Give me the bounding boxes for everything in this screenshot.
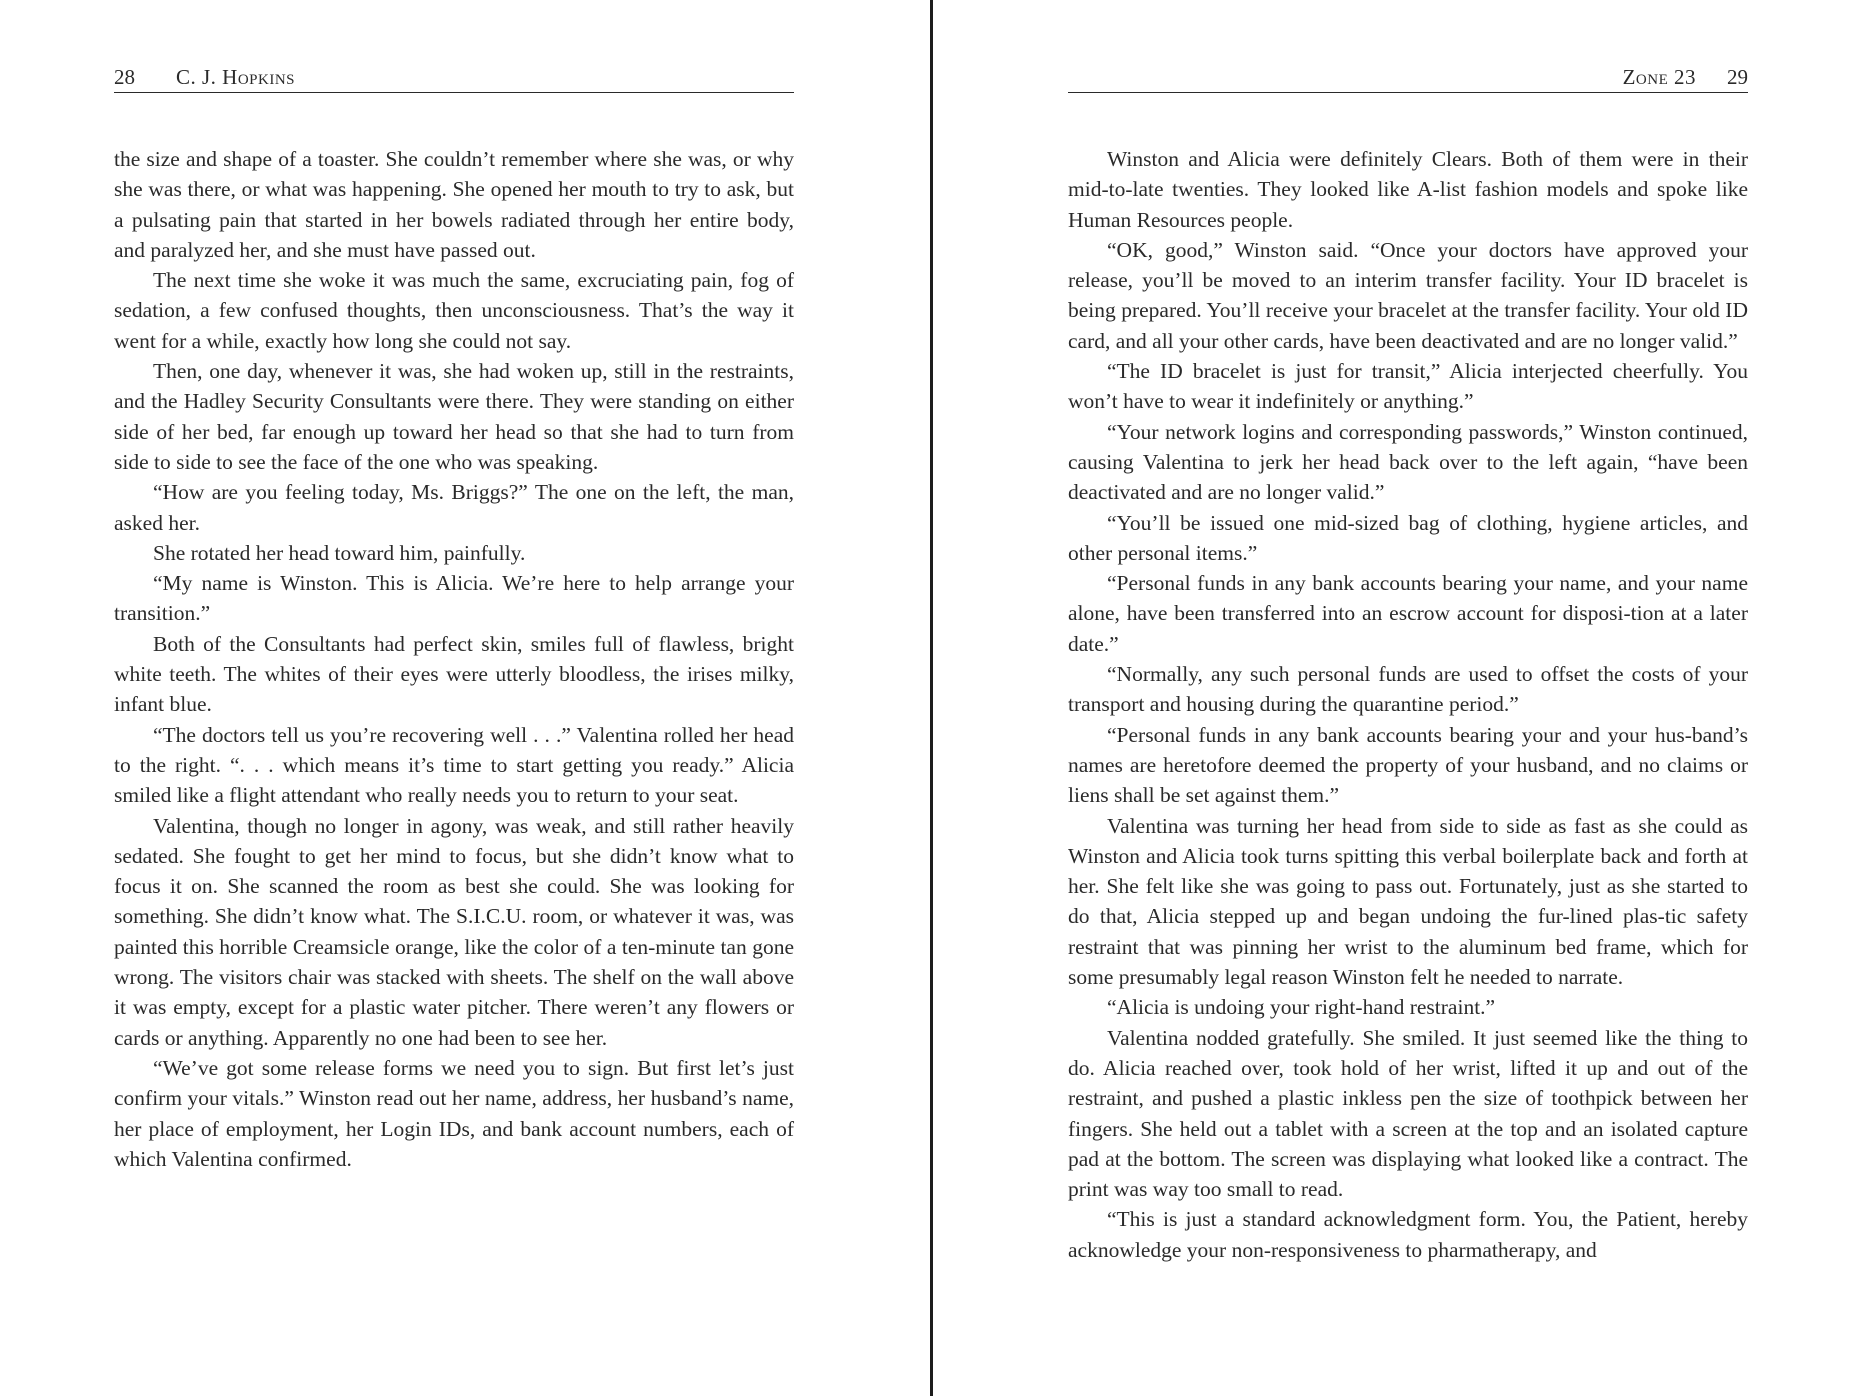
paragraph: “We’ve got some release forms we need you to sign. But first let’s just confirm your vitals.” Winston read out her name, address, her husband’s name, her place of employment, her Login IDs, and bank account numbers, each of which Valentina confirmed. xyxy=(114,1055,794,1171)
paragraph: Winston and Alicia were definitely Clears. Both of them were in their mid-to-late twenties. They looked like A-list fashion models and spoke like Human Resources people. xyxy=(1068,147,1748,232)
running-head-author: C. J. Hopkins xyxy=(176,65,296,89)
right-page-header xyxy=(1068,62,1748,93)
paragraph: Both of the Consultants had perfect skin, smiles full of flawless, bright white teeth. The whites of their eyes were utterly bloodless, the irises milky, infant blue. xyxy=(114,631,794,717)
paragraph: “Your network logins and corresponding passwords,” Winston continued, causing Valentina to jerk her head back over to the left again, “have been deactivated and are no longer valid.” xyxy=(1068,419,1748,505)
paragraph: “How are you feeling today, Ms. Briggs?” The one on the left, the man, asked her. xyxy=(114,480,794,535)
paragraph: Valentina, though no longer in agony, was weak, and still rather heavily sedated. She fought to get her mind to focus, but she didn’t know what to focus it on. She scanned the room as best she could. She was looking for something. She didn’t know what. The S.I.C.U. room, or whatever it was, was painted this horrible Creamsicle orange, like the color of a ten-minute tan gone wrong. The visitors chair was stacked with sheets. The shelf on the wall above it was empty, except for a plastic water pitcher. There weren’t any flowers or cards or anything. Apparently no one had been to see her. xyxy=(114,813,794,1050)
paragraph: She rotated her head toward him, painfully. xyxy=(153,540,526,565)
right-page-text xyxy=(1068,144,1748,1265)
paragraph: “This is just a standard acknowledgment form. You, the Patient, hereby acknowledge your non-responsiveness to pharmatherapy, and xyxy=(1068,1207,1748,1262)
page-number-left: 28 xyxy=(114,65,135,89)
left-page-text xyxy=(114,144,794,1174)
paragraph: Then, one day, whenever it was, she had woken up, still in the restraints, and the Hadley Security Consultants were there. They were standing on either side of her bed, far enough up toward her head so that she had to turn from side to side to see the face of the one who was speaking. xyxy=(114,359,794,474)
paragraph: “Personal funds in any bank accounts bearing your and your hus-band’s names are heretofore deemed the property of your husband, and no claims or liens shall be set against them.” xyxy=(1068,722,1748,808)
paragraph: “My name is Winston. This is Alicia. We’re here to help arrange your transition.” xyxy=(114,571,794,626)
right-page xyxy=(1068,0,1748,1396)
paragraph: “Normally, any such personal funds are used to offset the costs of your transport and housing during the quarantine period.” xyxy=(1068,662,1748,717)
paragraph: Valentina was turning her head from side to side as fast as she could as Winston and Alicia took turns spitting this verbal boilerplate back and forth at her. She felt like she was going to pass out. Fortunately, just as she started to do that, Alicia stepped up and began undoing the fur-lined plas-tic safety restraint that was pinning her wrist to the aluminum bed frame, which for some presumably legal reason Winston felt he needed to narrate. xyxy=(1068,813,1748,990)
paragraph: “Alicia is undoing your right-hand restraint.” xyxy=(1107,995,1496,1020)
paragraph: “You’ll be issued one mid-sized bag of clothing, hygiene articles, and other personal items.” xyxy=(1068,510,1748,565)
left-page xyxy=(114,0,794,1396)
book-spine xyxy=(930,0,933,1396)
left-page-header xyxy=(114,62,794,93)
paragraph: The next time she woke it was much the same, excruciating pain, fog of sedation, a few confused thoughts, then unconsciousness. That’s the way it went for a while, exactly how long she could not say. xyxy=(114,268,794,353)
paragraph: “Personal funds in any bank accounts bearing your name, and your name alone, have been transferred into an escrow account for disposi-tion at a later date.” xyxy=(1068,571,1748,656)
paragraph: Valentina nodded gratefully. She smiled. It just seemed like the thing to do. Alicia reached over, took hold of her wrist, lifted it up and out of the restraint, and pushed a plastic inkless pen the size of toothpick between her fingers. She held out a tablet with a screen at the top and an isolated capture pad at the bottom. The screen was displaying what looked like a contract. The print was way too small to read. xyxy=(1068,1025,1748,1202)
paragraph: “OK, good,” Winston said. “Once your doctors have approved your release, you’ll be moved to an interim transfer facility. Your ID bracelet is being prepared. You’ll receive your bracelet at the transfer facility. Your old ID card, and all your other cards, have been deactivated and are no longer valid.” xyxy=(1068,237,1748,353)
paragraph: the size and shape of a toaster. She couldn’t remember where she was, or why she was there, or what was happening. She opened her mouth to try to ask, but a pulsating pain that started in her bowels radiated through her entire body, and paralyzed her, and she must have passed out. xyxy=(114,147,794,262)
paragraph: “The ID bracelet is just for transit,” Alicia interjected cheerfully. You won’t have to wear it indefinitely or anything.” xyxy=(1068,359,1748,414)
running-head-title: Zone 23 xyxy=(1622,65,1696,89)
paragraph: “The doctors tell us you’re recovering well . . .” Valentina rolled her head to the right. “. . . which means it’s time to start getting you ready.” Alicia smiled like a flight attendant who really needs you to return to your seat. xyxy=(114,722,794,808)
page-number-right: 29 xyxy=(1727,65,1748,89)
